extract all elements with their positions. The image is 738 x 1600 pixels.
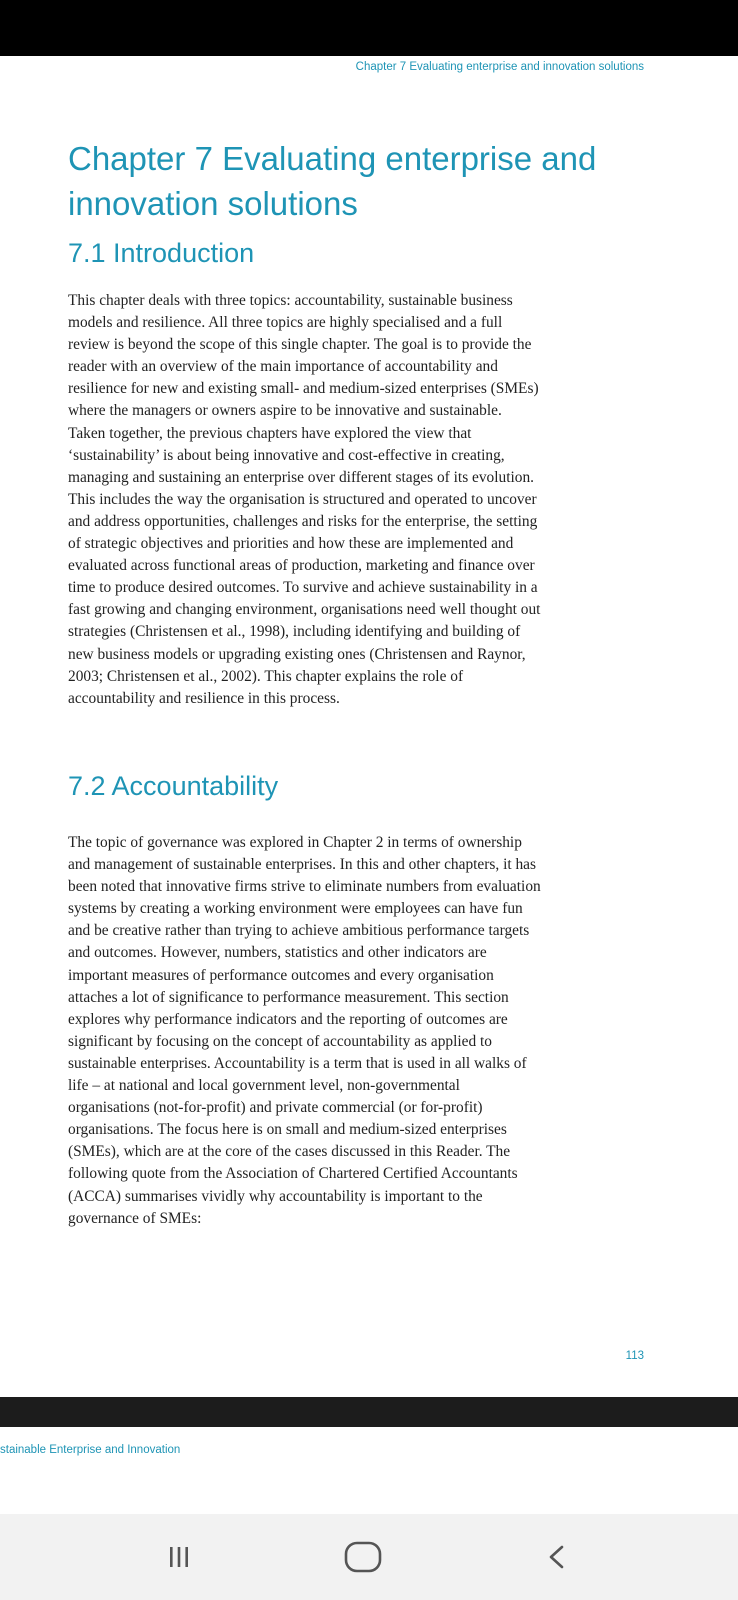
text-line: resilience for new and existing small- and medium-sized enterprises (SMEs) [68,380,539,398]
text-line: significant by focusing on the concept of accountability as applied to [68,1032,492,1050]
text-line: managing and sustaining an enterprise over different stages of its evolution. [68,468,535,486]
chapter-title: Chapter 7 Evaluating enterprise and innovation solutions [68,140,597,222]
page-number: 113 [625,1350,644,1362]
text-line: strategies (Christensen et al., 1998), including identifying and building of [68,623,521,641]
text-line: (ACCA) summarises vividly why accountability is important to the [68,1187,483,1205]
text-line: time to produce desired outcomes. To survive and achieve sustainability in a [68,579,538,597]
text-line: where the managers or owners aspire to be innovative and sustainable. [68,402,502,420]
text-line: ‘sustainability’ is about being innovative and cost-effective in creating, [68,446,505,464]
home-icon [341,1539,385,1575]
page-gap [0,1397,738,1427]
text-line: and be creative rather than trying to achieve ambitious performance targets [68,922,530,940]
text-line: attaches a lot of significance to performance measurement. This section [68,988,509,1006]
text-line: This includes the way the organisation is structured and operated to uncover [68,490,537,508]
text-line: systems by creating a working environment were employees can have fun [68,900,523,918]
text-line: fast growing and changing environment, organisations need well thought out [68,601,541,619]
text-line: sustainable enterprises. Accountability is a term that is used in all walks of [68,1054,527,1072]
next-page-running-header: stainable Enterprise and Innovation [0,1444,181,1456]
recent-apps-button[interactable] [134,1514,224,1600]
text-line: and address opportunities, challenges and risks for the enterprise, the setting [68,512,538,530]
accountability-paragraph [68,832,668,1230]
recent-apps-icon [164,1542,194,1572]
navigation-bar [0,1514,738,1600]
text-line: been noted that innovative firms strive to eliminate numbers from evaluation [68,878,541,896]
introduction-paragraph [68,290,668,710]
text-line: review is beyond the scope of this single chapter. The goal is to provide the [68,336,532,354]
text-line: (SMEs), which are at the core of the cases discussed in this Reader. The [68,1143,511,1161]
text-line: The topic of governance was explored in Chapter 2 in terms of ownership [68,834,522,851]
text-line: and outcomes. However, numbers, statistics and other indicators are [68,944,487,962]
text-line: important measures of performance outcomes and every organisation [68,966,494,984]
text-line: accountability and resilience in this process. [68,689,340,707]
document-page [0,56,738,1397]
text-line: of strategic objectives and priorities and how these are implemented and [68,535,514,553]
text-line: following quote from the Association of Chartered Certified Accountants [68,1165,518,1183]
section-title-introduction: 7.1 Introduction [68,238,255,268]
text-line: organisations. The focus here is on small and medium-sized enterprises [68,1121,507,1139]
text-line: new business models or upgrading existing ones (Christensen and Raynor, [68,645,526,663]
text-line: organisations (not-for-profit) and private commercial (or for-profit) [68,1099,483,1117]
text-line: governance of SMEs: [68,1209,202,1227]
back-icon [542,1542,572,1572]
text-line: and management of sustainable enterprises. In this and other chapters, it has [68,856,536,874]
running-header: Chapter 7 Evaluating enterprise and innovation solutions [355,61,644,73]
status-bar [0,0,738,56]
text-line: evaluated across functional areas of production, marketing and finance over [68,557,535,575]
text-line: reader with an overview of the main importance of accountability and [68,358,498,376]
next-page [0,1427,738,1514]
back-button[interactable] [512,1514,602,1600]
text-line: Taken together, the previous chapters have explored the view that [68,424,472,442]
text-line: 2003; Christensen et al., 2002). This chapter explains the role of [68,667,464,685]
section-title-accountability: 7.2 Accountability [68,771,279,801]
text-line: This chapter deals with three topics: accountability, sustainable business [68,292,513,309]
text-line: explores why performance indicators and the reporting of outcomes are [68,1010,508,1028]
text-line: life – at national and local government level, non-governmental [68,1077,460,1095]
home-button[interactable] [318,1514,408,1600]
text-line: models and resilience. All three topics are highly specialised and a full [68,314,503,332]
